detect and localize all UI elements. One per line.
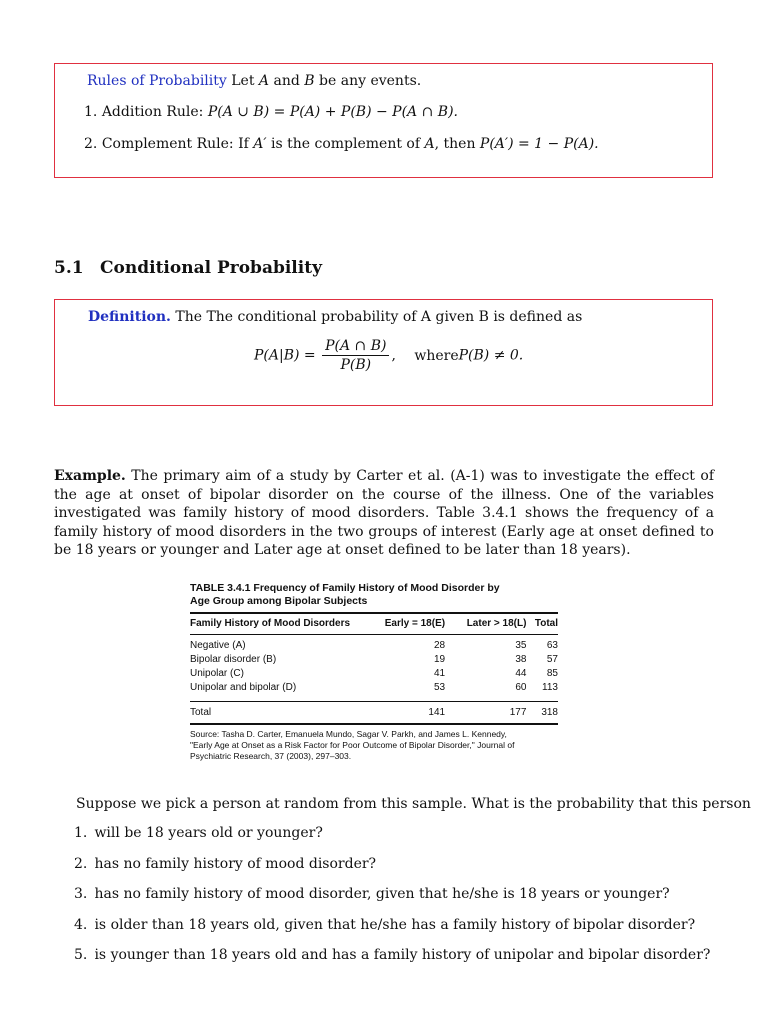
- question-text: has no family history of mood disorder?: [94, 856, 377, 872]
- definition-line: [88, 309, 582, 325]
- rules-intro-line: [87, 73, 421, 89]
- table-header: Early = 18(E): [384, 618, 446, 629]
- section-number: 5.1: [54, 258, 84, 278]
- table-cell: 44: [515, 668, 527, 679]
- table-source: [190, 729, 558, 762]
- table-cell: 141: [428, 707, 446, 718]
- rules-heading: Rules of Probability: [87, 73, 227, 89]
- var-a: A: [258, 73, 270, 89]
- section-heading: [54, 258, 322, 278]
- complement-rule-formula: P(A′) = 1 − P(A).: [479, 136, 599, 152]
- formula-comma: ,: [391, 347, 396, 364]
- source-line: Source: Tasha D. Carter, Emanuela Mundo, Sagar V. Parkh, and James L. Kennedy,: [190, 729, 507, 739]
- questions-intro: Suppose we pick a person at random from this sample. What is the probability that this person: [76, 796, 751, 812]
- formula-fraction: [322, 338, 389, 373]
- addition-rule-item: [84, 104, 458, 120]
- table-cell: Unipolar and bipolar (D): [190, 682, 297, 693]
- table-row: [190, 653, 558, 667]
- table-title-line: TABLE 3.4.1 Frequency of Family History of Mood Disorder by: [190, 582, 500, 594]
- table-cell: 19: [433, 654, 446, 665]
- rules-intro-text: be any events.: [314, 73, 422, 89]
- formula-lhs: P(A|B) =: [254, 347, 316, 364]
- table-cell: 177: [509, 707, 527, 718]
- table-header: Family History of Mood Disorders: [190, 618, 351, 629]
- addition-rule-formula: P(A ∪ B) = P(A) + P(B) − P(A ∩ B).: [207, 104, 458, 120]
- table-cell: Total: [190, 707, 212, 718]
- table-cell: 113: [542, 682, 558, 693]
- rules-intro-text: and: [269, 73, 305, 89]
- table-cell: Bipolar disorder (B): [190, 654, 277, 665]
- table-header: Total: [534, 618, 558, 629]
- list-item: [74, 856, 376, 872]
- definition-text: The The conditional probability of A given B is defined as: [175, 309, 583, 325]
- table-row: [190, 667, 558, 681]
- table-cell: 318: [541, 707, 558, 718]
- item-number: 5.: [74, 947, 88, 963]
- table-body: [190, 614, 558, 720]
- var-a-prime: A′: [253, 136, 267, 152]
- list-item: [74, 825, 323, 841]
- table-total-row: [190, 706, 558, 720]
- list-item: [74, 917, 695, 933]
- question-text: will be 18 years old or younger?: [94, 825, 323, 841]
- var-b: B: [304, 73, 315, 89]
- table-cell: 35: [515, 640, 527, 651]
- table-title-line: Age Group among Bipolar Subjects: [190, 595, 368, 607]
- table-cell: Negative (A): [190, 640, 246, 651]
- table-rule: [190, 723, 558, 725]
- table-row: [190, 681, 558, 695]
- table-cell: Unipolar (C): [190, 668, 244, 679]
- table-header: Later > 18(L): [466, 618, 527, 629]
- list-item: [74, 886, 670, 902]
- rules-intro-text: Let: [231, 73, 259, 89]
- table-cell: 85: [546, 668, 558, 679]
- complement-rule-text: Complement Rule: If: [101, 136, 254, 152]
- source-line: Psychiatric Research, 37 (2003), 297–303.: [190, 751, 352, 761]
- question-text: is younger than 18 years old and has a family history of unipolar and bipolar disorder?: [94, 947, 711, 963]
- definition-heading: Definition.: [88, 309, 171, 325]
- item-number: 2.: [84, 136, 98, 152]
- complement-rule-text: is the complement of: [266, 136, 425, 152]
- section-title: Conditional Probability: [100, 258, 322, 278]
- table-cell: 38: [515, 654, 527, 665]
- source-line: "Early Age at Onset as a Risk Factor for Poor Outcome of Bipolar Disorder," Journal of: [190, 740, 515, 750]
- question-text: has no family history of mood disorder, given that he/she is 18 years or younger?: [94, 886, 670, 902]
- item-number: 2.: [74, 856, 88, 872]
- complement-rule-item: [84, 136, 599, 152]
- question-text: is older than 18 years old, given that he/she has a family history of bipolar disorder?: [94, 917, 696, 933]
- example-heading: Example.: [54, 468, 126, 484]
- formula-condition: P(B) ≠ 0.: [458, 347, 524, 364]
- addition-rule-label: Addition Rule:: [101, 104, 208, 120]
- item-number: 3.: [74, 886, 88, 902]
- item-number: 1.: [84, 104, 98, 120]
- table-cell: 63: [546, 640, 558, 651]
- table-cell: 53: [433, 682, 446, 693]
- complement-rule-text: , then: [434, 136, 480, 152]
- table-header-row: [190, 614, 558, 635]
- table-cell: 60: [515, 682, 527, 693]
- formula-where: where: [414, 347, 459, 364]
- example-text: The primary aim of a study by Carter et al. (A-1) was to investigate the effect of the age at onset of bipolar disorder on the course of the illness. One of the variables investigated was family history of mood disorders. Table 3.4.1 shows the frequency of a family history of mood disorders in the two groups of interest (Early age at onset defined to be 18 years or younger and Later age at onset defined to be later than 18 years).: [54, 468, 715, 558]
- conditional-probability-formula: [254, 338, 523, 373]
- table-cell: 41: [433, 668, 446, 679]
- formula-denominator: P(B): [340, 357, 372, 373]
- item-number: 1.: [74, 825, 88, 841]
- var-a: A: [424, 136, 435, 152]
- frequency-table: [190, 582, 558, 762]
- formula-numerator: P(A ∩ B): [322, 338, 389, 356]
- example-paragraph: [54, 467, 714, 560]
- list-item: [74, 947, 710, 963]
- table-cell: 28: [433, 640, 446, 651]
- table-cell: 57: [546, 654, 558, 665]
- item-number: 4.: [74, 917, 88, 933]
- table-row: [190, 639, 558, 653]
